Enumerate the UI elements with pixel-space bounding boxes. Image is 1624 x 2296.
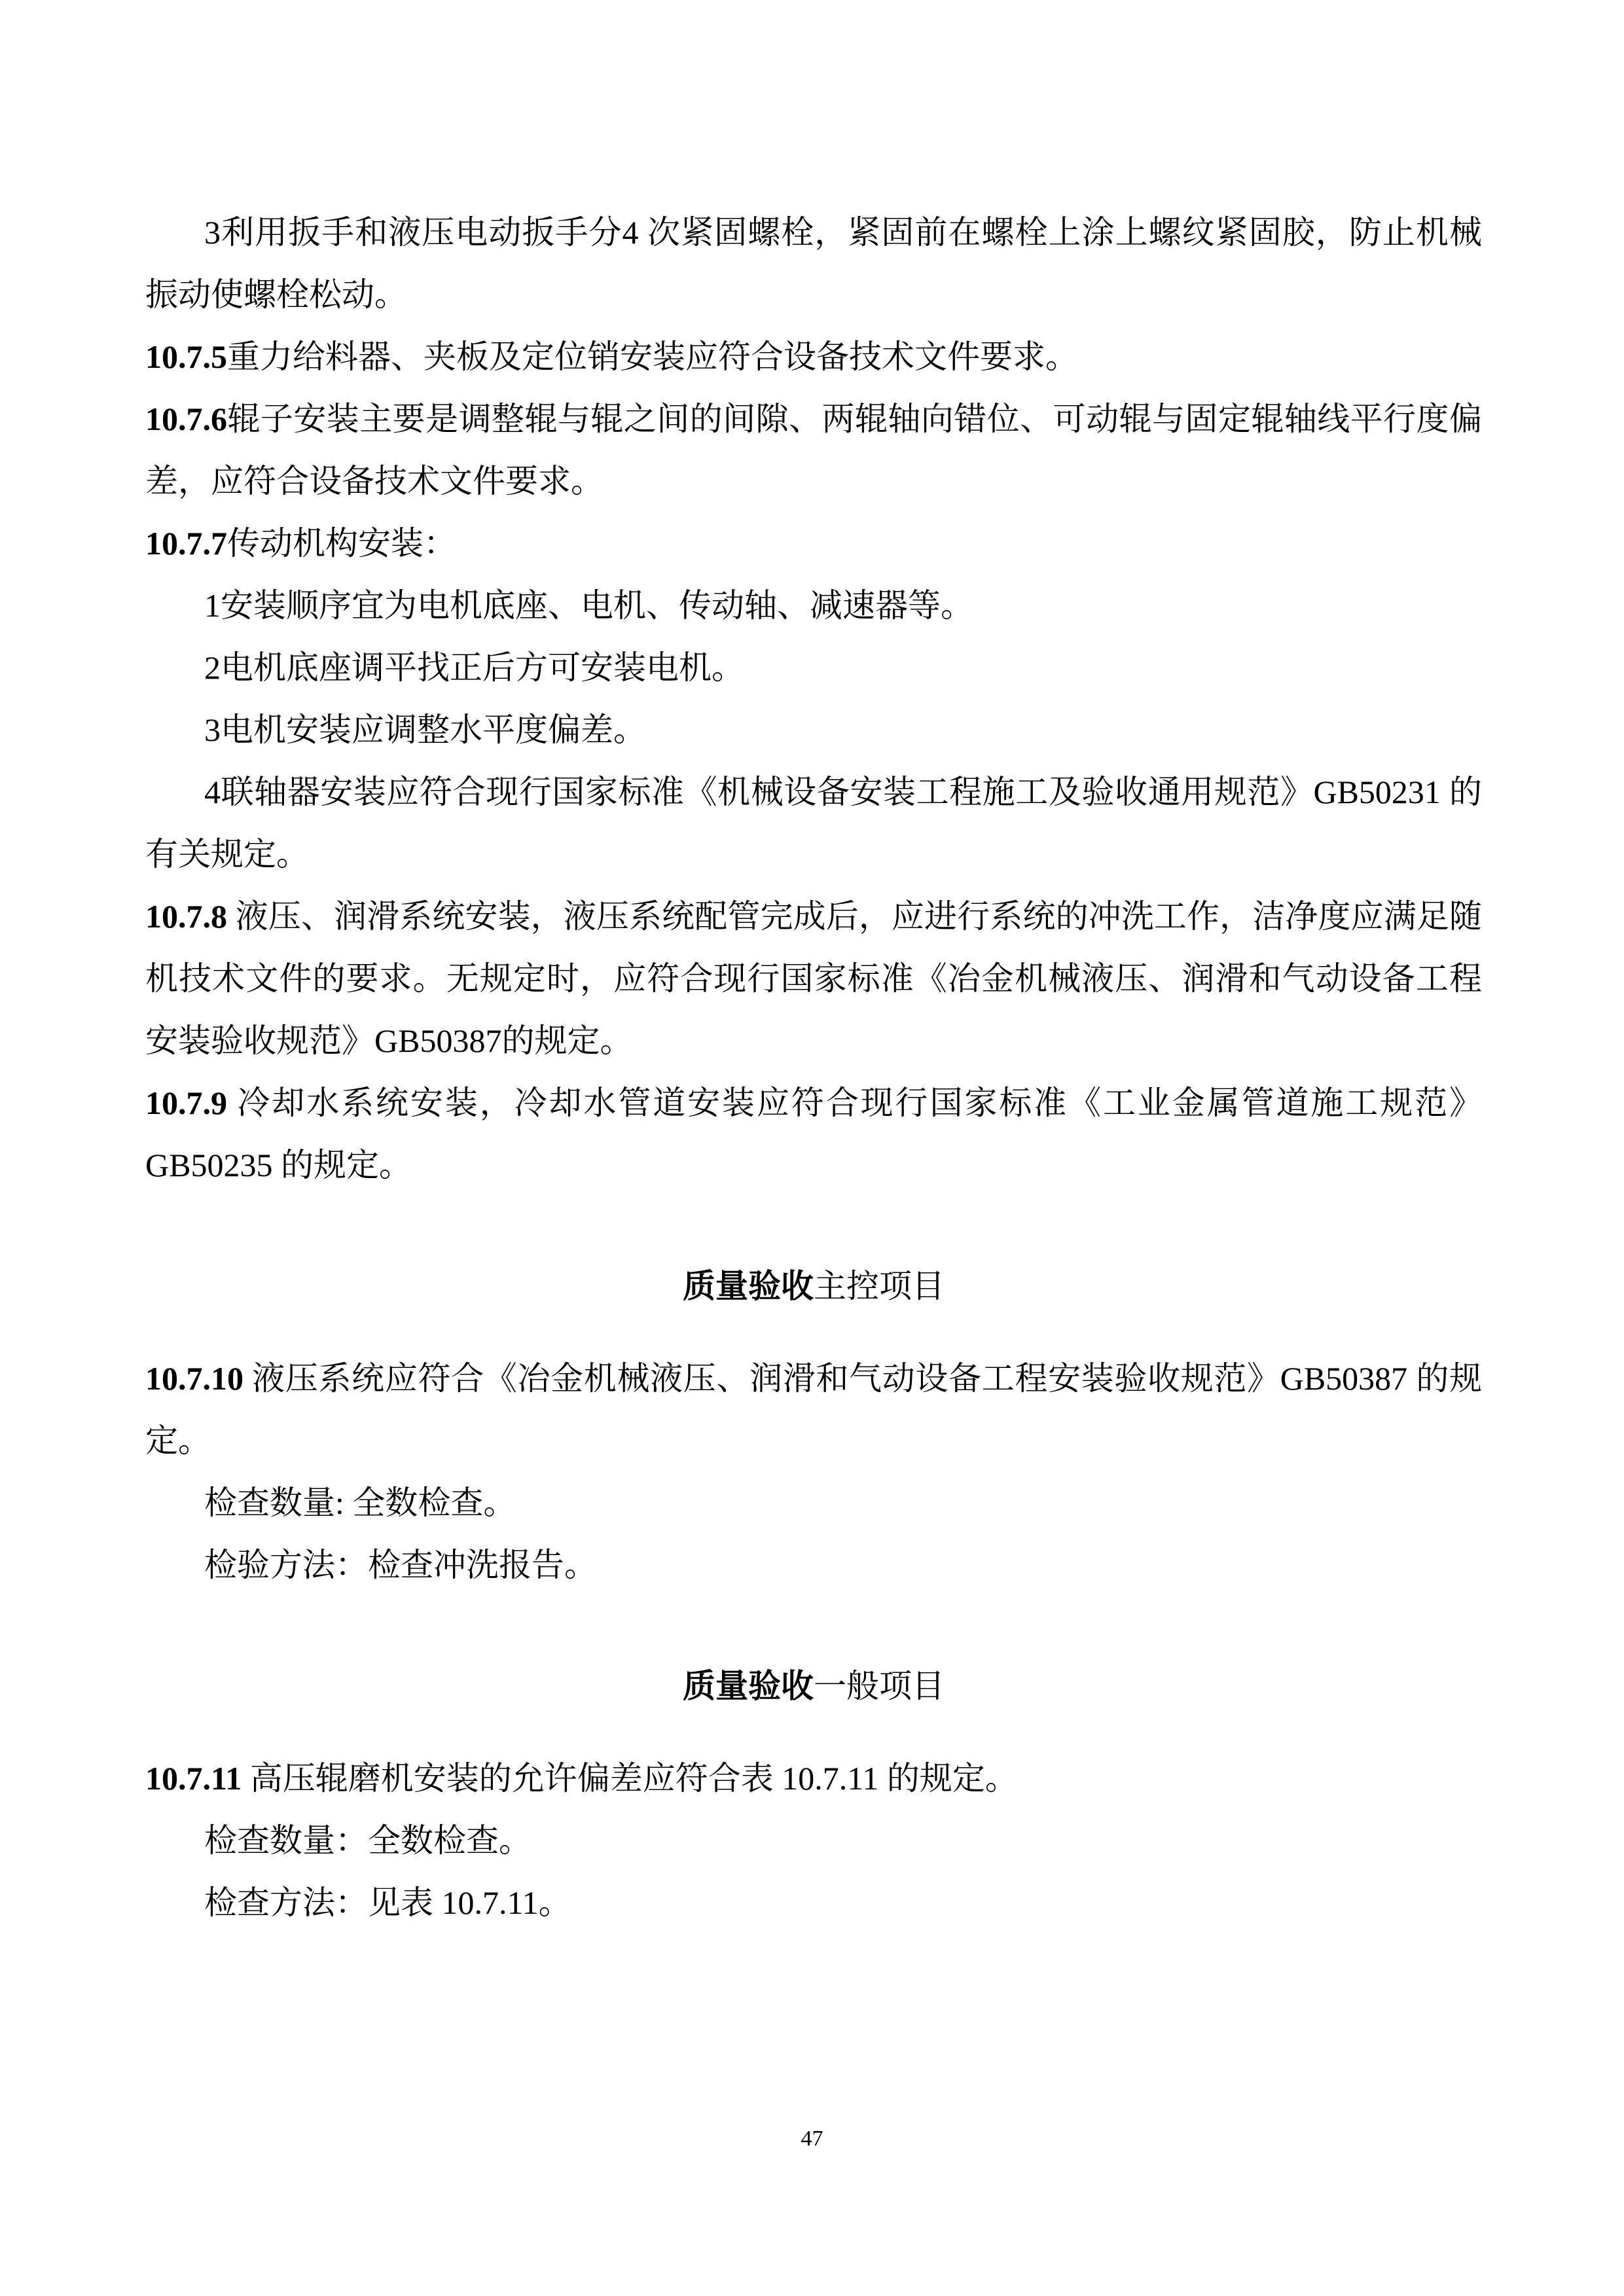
- clause-text: 传动机构安装：: [227, 525, 456, 562]
- heading-bold-part: 质量验收: [683, 1668, 814, 1704]
- clause-number: 10.7.5: [145, 338, 227, 375]
- clause-text: 液压、润滑系统安装，液压系统配管完成后，应进行系统的冲洗工作，洁净度应满足随机技术文件的要求。无规定时，应符合现行国家标准《冶金机械液压、润滑和气动设备工程安装验收规范》GB50387的规定。: [145, 898, 1482, 1059]
- list-item-coupling: 4联轴器安装应符合现行国家标准《机械设备安装工程施工及验收通用规范》GB50231 的有关规定。: [145, 774, 1482, 872]
- check-method-line: 检查方法：见表 10.7.11。: [204, 1884, 571, 1921]
- clause-text: 液压系统应符合《冶金机械液压、润滑和气动设备工程安装验收规范》GB50387 的规定。: [145, 1360, 1482, 1459]
- heading-bold-part: 质量验收: [683, 1268, 814, 1304]
- heading-regular-part: 一般项目: [814, 1668, 945, 1704]
- clause-text: 重力给料器、夹板及定位销安装应符合设备技术文件要求。: [227, 338, 1078, 375]
- clause-10-7-5: [145, 326, 1482, 388]
- clause-number: 10.7.11: [145, 1760, 242, 1797]
- clause-number: 10.7.6: [145, 401, 227, 437]
- clause-10-7-7: [145, 512, 1482, 575]
- list-item-install-order: 1安装顺序宜为电机底座、电机、传动轴、减速器等。: [204, 587, 973, 624]
- clause-number: 10.7.10: [145, 1360, 244, 1397]
- check-quantity-line: 检查数量: 全数检查。: [204, 1484, 516, 1521]
- check-method-line: 检验方法：检查冲洗报告。: [204, 1547, 597, 1583]
- section-heading-main-control-items: [145, 1255, 1482, 1318]
- list-item-motor-level: 3电机安装应调整水平度偏差。: [204, 711, 646, 748]
- document-content: [145, 202, 1482, 1934]
- check-quantity-line: 检查数量：全数检查。: [204, 1822, 532, 1859]
- clause-number: 10.7.8: [145, 898, 227, 935]
- paragraph-bolt-tightening: 3利用扳手和液压电动扳手分4 次紧固螺栓，紧固前在螺栓上涂上螺纹紧固胶，防止机械振动使螺栓松动。: [145, 214, 1482, 313]
- clause-number: 10.7.9: [145, 1085, 227, 1121]
- clause-10-7-10: [145, 1348, 1482, 1472]
- clause-number: 10.7.7: [145, 525, 227, 562]
- clause-10-7-11: [145, 1748, 1482, 1810]
- clause-10-7-9: [145, 1072, 1482, 1196]
- clause-10-7-6: [145, 388, 1482, 512]
- clause-text: 冷却水系统安装，冷却水管道安装应符合现行国家标准《工业金属管道施工规范》GB50235 的规定。: [145, 1085, 1482, 1183]
- section-heading-general-items: [145, 1655, 1482, 1717]
- list-item-motor-base: 2电机底座调平找正后方可安装电机。: [204, 649, 744, 686]
- page-number: 47: [801, 2126, 823, 2151]
- clause-10-7-8: [145, 886, 1482, 1072]
- clause-text: 辊子安装主要是调整辊与辊之间的间隙、两辊轴向错位、可动辊与固定辊轴线平行度偏差，应符合设备技术文件要求。: [145, 401, 1482, 499]
- heading-regular-part: 主控项目: [814, 1268, 945, 1304]
- clause-text: 高压辊磨机安装的允许偏差应符合表 10.7.11 的规定。: [242, 1760, 1018, 1797]
